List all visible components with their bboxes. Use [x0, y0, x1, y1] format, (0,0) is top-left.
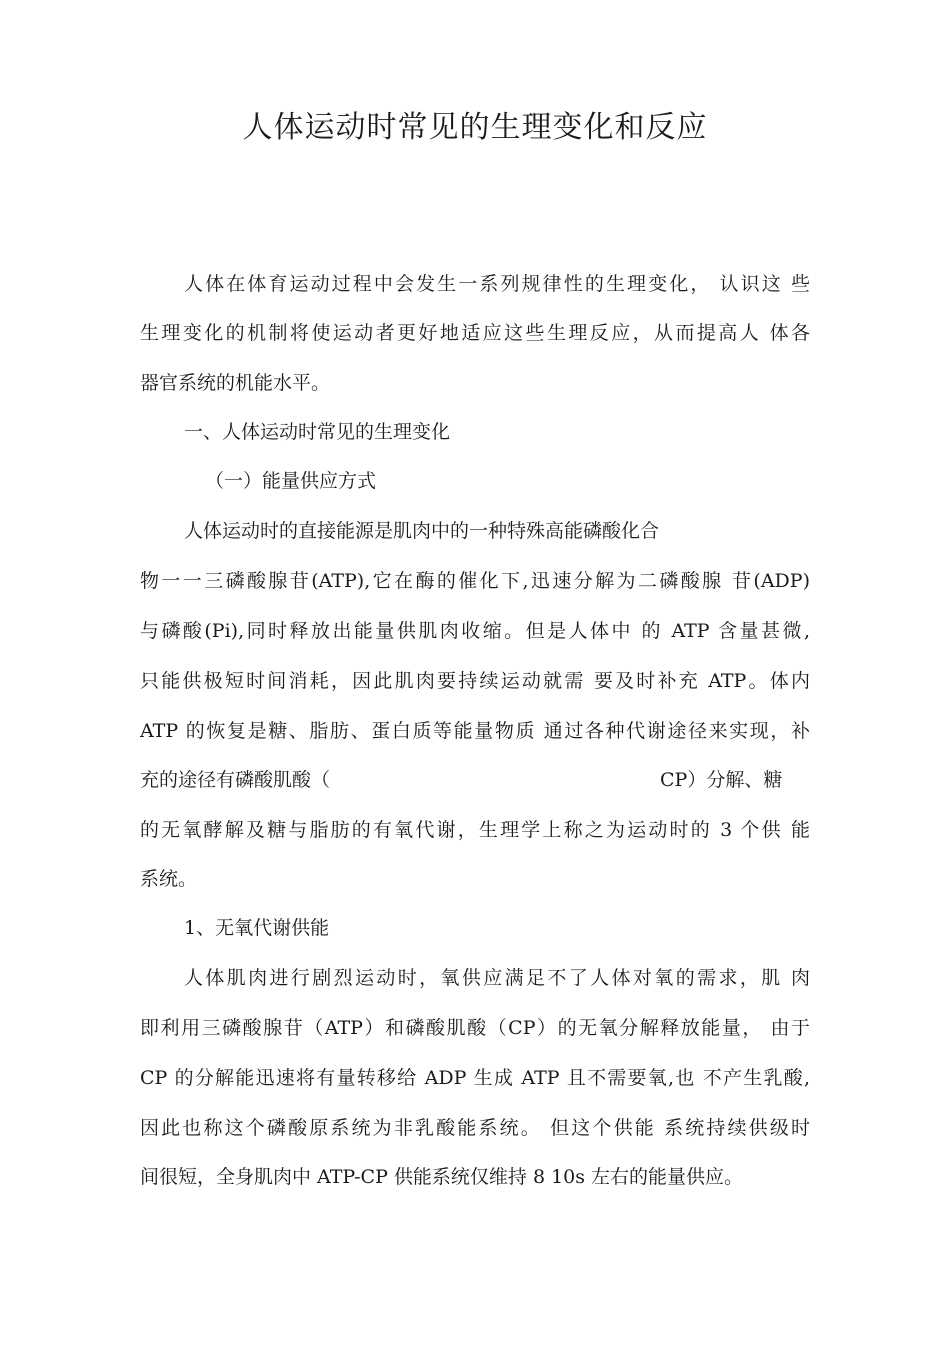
body-line: 的无氧酵解及糖与脂肪的有氧代谢，生理学上称之为运动时的 3 个供 能 [140, 819, 810, 841]
body-line: 充的途径有磷酸肌酸（ [140, 769, 331, 791]
body-line: 生理变化的机制将使运动者更好地适应这些生理反应，从而提高人 体各 [140, 322, 810, 344]
body-line: 与磷酸(Pi),同时释放出能量供肌肉收缩。但是人体中 的 ATP 含量甚微, [140, 620, 810, 642]
body-line: 人体运动时的直接能源是肌肉中的一种特殊高能磷酸化合 [184, 520, 660, 542]
document-title: 人体运动时常见的生理变化和反应 [242, 110, 708, 145]
section-heading: 一、人体运动时常见的生理变化 [184, 421, 451, 443]
body-line: CP 的分解能迅速将有量转移给 ADP 生成 ATP 且不需要氧,也 不产生乳酸, [140, 1067, 810, 1089]
subsection-heading: （一）能量供应方式 [205, 470, 377, 492]
body-line: 只能供极短时间消耗，因此肌肉要持续运动就需 要及时补充 ATP。体内 [140, 670, 810, 692]
body-line: 间很短，全身肌肉中 ATP-CP 供能系统仅维持 8 10s 左右的能量供应。 [140, 1166, 744, 1188]
body-line: 系统。 [140, 868, 198, 890]
body-line: ATP 的恢复是糖、脂肪、蛋白质等能量物质 通过各种代谢途径来实现，补 [140, 720, 810, 742]
body-line: 人体肌肉进行剧烈运动时，氧供应满足不了人体对氧的需求，肌 肉 [184, 967, 810, 989]
body-line: 器官系统的机能水平。 [140, 372, 331, 394]
body-line: 物一一三磷酸腺苷(ATP),它在酶的催化下,迅速分解为二磷酸腺 苷(ADP) [140, 570, 810, 592]
body-line: 即利用三磷酸腺苷（ATP）和磷酸肌酸（CP）的无氧分解释放能量， 由于 [140, 1017, 810, 1039]
body-line: 人体在体育运动过程中会发生一系列规律性的生理变化， 认识这 些 [184, 273, 810, 295]
body-line: 因此也称这个磷酸原系统为非乳酸能系统。 但这个供能 系统持续供级时 [140, 1117, 810, 1139]
body-line-fragment: CP）分解、糖 [660, 769, 783, 791]
subsection-heading: 1、无氧代谢供能 [184, 917, 330, 939]
